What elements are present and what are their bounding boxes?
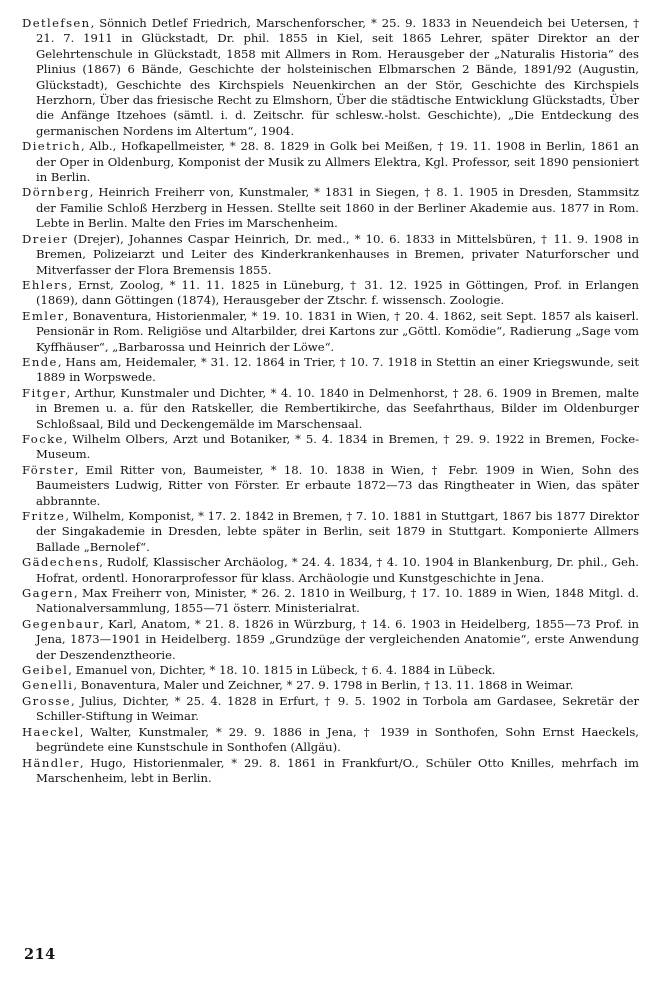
entry-text: , Ernst, Zoolog, * 11. 11. 1825 in Lüneburg, † 31. 12. 1925 in Göttingen, Prof. in Erlangen (1869), dann Göttingen (1874), Herausgeber der Ztschr. f. wissensch. Zoologie.	[36, 277, 639, 308]
entry	[22, 586, 639, 617]
entry-name: Dörnberg	[22, 185, 90, 200]
entry-text: (Drejer), Johannes Caspar Heinrich, Dr. med., * 10. 6. 1833 in Mittelsbüren, † 11. 9. 1908 in Bremen, Polizeiarzt und Leiter des Kinderkrankenhauses in Bremen, privater Naturforscher und Mitverfasser der Flora Bremensis 1855.	[36, 231, 639, 277]
entry-text: , Sönnich Detlef Friedrich, Marschenforscher, * 25. 9. 1833 in Neuendeich bei Uetersen, † 21. 7. 1911 in Glückstadt, Dr. phil. 1855 in Kiel, seit 1865 Lehrer, später Direktor an der Gelehrtenschule in Glückstadt, 1858 mit Allmers in Rom. Herausgeber der „Naturalis Historia“ des Plinius (1867) 6 Bände, Geschichte der holsteinischen Elbmarschen 2 Bände, 1891/92 (Augustin, Glückstadt), Geschichte des Kirchspiels Neuenkirchen an der Stör, Geschichte des Kirchspiels Herzhorn, Über das friesische Recht zu Elmshorn, Über die städtische Entwicklung Glückstadts, Über die Anfänge Itzehoes (sämtl. i. d. Zeitschr. für schlesw.-holst. Geschichte), „Die Entdeckung des germanischen Nordens im Altertum“, 1904.	[36, 16, 639, 138]
entry	[22, 309, 639, 355]
entry	[22, 509, 639, 555]
entry-name: Emler	[22, 308, 65, 323]
entry-name: Focke	[22, 431, 64, 446]
entry	[22, 139, 639, 185]
entry	[22, 185, 639, 231]
entry-text: , Alb., Hofkapellmeister, * 28. 8. 1829 in Golk bei Meißen, † 19. 11. 1908 in Berlin, 1861 an der Oper in Oldenburg, Komponist der Musik zu Allmers Elektra, Kgl. Professor, seit 1890 pensioniert in Berlin.	[36, 139, 639, 185]
entry	[22, 617, 639, 663]
entry-name: Förster	[22, 462, 75, 477]
entry-name: Fritze	[22, 509, 66, 523]
entry-text: , Emanuel von, Dichter, * 18. 10. 1815 in Lübeck, † 6. 4. 1884 in Lübeck.	[68, 663, 496, 678]
entry	[22, 463, 639, 509]
entry	[22, 678, 639, 693]
entry-text: , Julius, Dichter, * 25. 4. 1828 in Erfurt, † 9. 5. 1902 in Torbola am Gardasee, Sekretär der Schiller-Stiftung in Weimar.	[36, 693, 639, 724]
entry-text: , Hugo, Historienmaler, * 29. 8. 1861 in Frankfurt/O., Schüler Otto Knilles, mehrfach im Marschenheim, lebt in Berlin.	[36, 755, 639, 785]
entry-name: Gagern	[22, 586, 74, 601]
entry-name: Dietrich	[22, 139, 81, 154]
entry-name: Ehlers	[22, 277, 69, 292]
entry-name: Gegenbaur	[22, 616, 100, 631]
entry-text: , Arthur, Kunstmaler und Dichter, * 4. 10. 1840 in Delmenhorst, † 28. 6. 1909 in Bremen, malte in Bremen u. a. für den Ratskeller, die Rembertikirche, das Seefahrthaus, Bilder im Oldenburger Schloßsaal, Bild und Deckengemälde im Marschensaal.	[36, 385, 639, 431]
biographical-entries	[22, 16, 639, 786]
entry-text: , Karl, Anatom, * 21. 8. 1826 in Würzburg, † 14. 6. 1903 in Heidelberg, 1855—73 Prof. in Jena, 1873—1901 in Heidelberg. 1859 „Grundzüge der vergleichenden Anatomie“, erste Anwendung der Deszendenztheorie.	[36, 616, 639, 662]
entry	[22, 694, 639, 725]
entry	[22, 725, 639, 756]
entry-name: Genelli	[22, 678, 74, 693]
entry-name: Händler	[22, 755, 80, 770]
entry	[22, 278, 639, 309]
entry-text: , Bonaventura, Historienmaler, * 19. 10. 1831 in Wien, † 20. 4. 1862, seit Sept. 1857 als kaiserl. Pensionär in Rom. Religiöse und Altarbilder, drei Kartons zur „Göttl. Komödie“, Radierung „Sage vom Kyffhäuser“, „Barbarossa und Heinrich der Löwe“.	[36, 308, 639, 354]
entry-name: Ende	[22, 354, 58, 369]
entry	[22, 232, 639, 278]
entry	[22, 16, 639, 139]
entry-text: , Rudolf, Klassischer Archäolog, * 24. 4. 1834, † 4. 10. 1904 in Blankenburg, Dr. phil., Geh. Hofrat, ordentl. Honorarprofessor für klass. Archäologie und Kunstgeschichte in Jena.	[36, 555, 639, 585]
entry-name: Detlefsen	[22, 16, 91, 30]
entry	[22, 555, 639, 586]
entry-text: , Heinrich Freiherr von, Kunstmaler, * 1831 in Siegen, † 8. 1. 1905 in Dresden, Stammsitz der Familie Schloß Herzberg in Hessen. Stellte seit 1860 in der Berliner Akademie aus. 1877 in Rom. Lebte in Berlin. Malte den Fries im Marschenheim.	[36, 185, 639, 231]
entry	[22, 355, 639, 386]
entry-text: , Wilhelm, Komponist, * 17. 2. 1842 in Bremen, † 7. 10. 1881 in Stuttgart, 1867 bis 1877 Direktor der Singakademie in Dresden, lebte später in Berlin, seit 1879 in Stuttgart. Komponierte Allmers Ballade „Bernolef“.	[36, 509, 639, 554]
entry	[22, 386, 639, 432]
page-number: 214	[24, 946, 56, 963]
entry	[22, 756, 639, 787]
entry-text: , Hans am, Heidemaler, * 31. 12. 1864 in Trier, † 10. 7. 1918 in Stettin an einer Kriegswunde, seit 1889 in Worpswede.	[36, 354, 639, 385]
entry-text: , Emil Ritter von, Baumeister, * 18. 10. 1838 in Wien, † Febr. 1909 in Wien, Sohn des Baumeisters Ludwig, Ritter von Förster. Er erbaute 1872—73 das Ringtheater in Wien, das später abbrannte.	[36, 462, 639, 508]
entry-text: , Max Freiherr von, Minister, * 26. 2. 1810 in Weilburg, † 17. 10. 1889 in Wien, 1848 Mitgl. d. Nationalversammlung, 1855—71 österr. Ministerialrat.	[36, 586, 639, 616]
entry-text: , Walter, Kunstmaler, * 29. 9. 1886 in Jena, † 1939 in Sonthofen, Sohn Ernst Haeckels, begründete eine Kunstschule in Sonthofen (Allgäu).	[36, 724, 639, 755]
entry-name: Grosse	[22, 693, 71, 708]
entry-name: Geibel	[22, 663, 69, 678]
entry	[22, 432, 639, 463]
entry-text: , Wilhelm Olbers, Arzt und Botaniker, * 5. 4. 1834 in Bremen, † 29. 9. 1922 in Bremen, Focke-Museum.	[36, 431, 639, 462]
entry-name: Dreier	[22, 231, 69, 246]
entry-name: Fitger	[22, 385, 67, 400]
entry-name: Gädechens	[22, 555, 100, 570]
entry	[22, 663, 639, 678]
entry-text: , Bonaventura, Maler und Zeichner, * 27. 9. 1798 in Berlin, † 13. 11. 1868 in Weimar.	[73, 678, 574, 693]
entry-name: Haeckel	[22, 724, 80, 739]
